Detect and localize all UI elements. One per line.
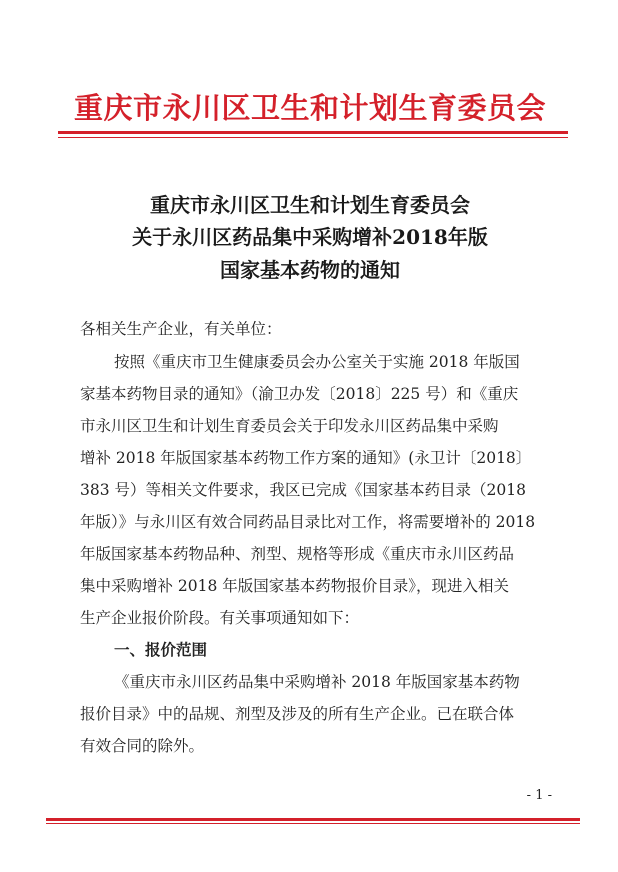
doc-title-line-3: 国家基本药物的通知 (220, 258, 400, 282)
section-heading: 一、报价范围 (114, 641, 208, 659)
paragraph-line: 有效合同的除外。 (80, 737, 205, 755)
paragraph-line: 按照《重庆市卫生健康委员会办公室关于实施 2018 年版国 (114, 353, 520, 371)
paragraph-line: 家基本药物目录的通知》（渝卫办发〔2018〕225 号）和《重庆 (80, 385, 519, 403)
salutation: 各相关生产企业，有关单位： (80, 320, 282, 338)
footer-red-rule (46, 818, 580, 821)
header-red-rule-thin (58, 137, 568, 138)
header-red-rule (58, 131, 568, 134)
org-header: 重庆市永川区卫生和计划生育委员会 (73, 91, 546, 125)
paragraph-line: 383 号）等相关文件要求，我区已完成《国家基本药目录（2018 (80, 481, 526, 499)
paragraph-line: 年版国家基本药物品种、剂型、规格等形成《重庆市永川区药品 (80, 545, 515, 563)
paragraph-line: 《重庆市永川区药品集中采购增补 2018 年版国家基本药物 (114, 673, 520, 691)
paragraph-line: 增补 2018 年版国家基本药物工作方案的通知》(永卫计〔2018〕 (80, 449, 532, 467)
paragraph-line: 集中采购增补 2018 年版国家基本药物报价目录》，现进入相关 (80, 577, 510, 595)
page-number: - 1 - (526, 788, 552, 803)
paragraph-line: 市永川区卫生和计划生育委员会关于印发永川区药品集中采购 (80, 417, 499, 435)
footer-red-rule-thin (46, 823, 580, 824)
doc-title-line-1: 重庆市永川区卫生和计划生育委员会 (150, 193, 470, 217)
paragraph-line: 年版）》与永川区有效合同药品目录比对工作，将需要增补的 2018 (80, 513, 536, 531)
doc-title-line-2: 关于永川区药品集中采购增补2018年版 (132, 225, 488, 249)
paragraph-line: 生产企业报价阶段。有关事项通知如下： (80, 609, 360, 627)
paragraph-line: 报价目录》中的品规、剂型及涉及的所有生产企业。已在联合体 (80, 705, 515, 723)
